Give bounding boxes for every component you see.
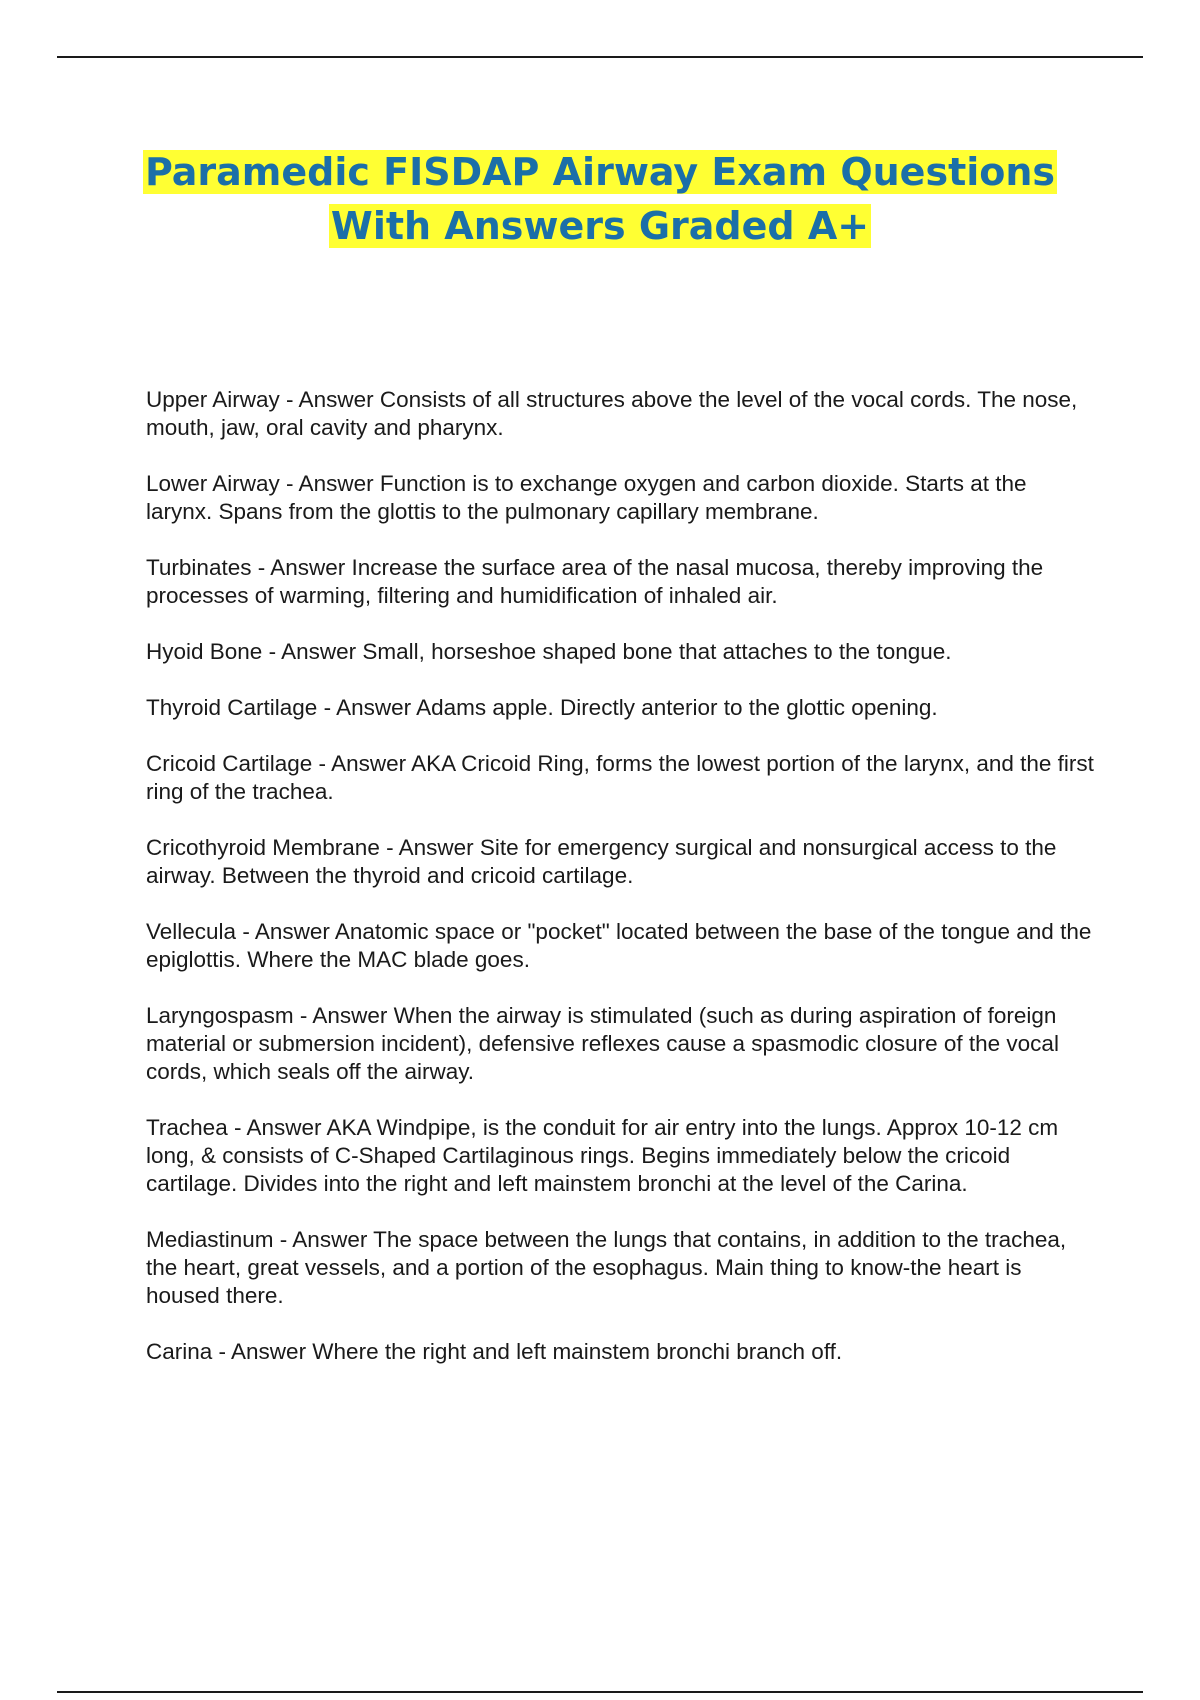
title-line-1: Paramedic FISDAP Airway Exam Questions (144, 150, 1056, 194)
qa-item-laryngospasm: Laryngospasm - Answer When the airway is stimulated (such as during aspiration of foreign material or submersion incident), defensive reflexes cause a spasmodic closure of the vocal cords, which seals off the airway. (146, 1003, 1059, 1084)
footer-rule (57, 1691, 1143, 1693)
header-rule (57, 56, 1143, 58)
qa-item-upper-airway: Upper Airway - Answer Consists of all structures above the level of the vocal cords. The nose, mouth, jaw, oral cavity and pharynx. (146, 387, 1078, 440)
qa-item-vellecula: Vellecula - Answer Anatomic space or "pocket" located between the base of the tongue and the epiglottis. Where the MAC blade goes. (146, 919, 1092, 972)
qa-item-mediastinum: Mediastinum - Answer The space between the lungs that contains, in addition to the trachea, the heart, great vessels, and a portion of the esophagus. Main thing to know-the heart is housed there. (146, 1227, 1067, 1308)
qa-item-cricoid-cartilage: Cricoid Cartilage - Answer AKA Cricoid Ring, forms the lowest portion of the larynx, and the first ring of the trachea. (146, 751, 1094, 804)
qa-item-trachea: Trachea - Answer AKA Windpipe, is the conduit for air entry into the lungs. Approx 10-12 cm long, & consists of C-Shaped Cartilaginous rings. Begins immediately below the cricoid cartilage. Divides into the right and left mainstem bronchi at the level of the Carina. (146, 1115, 1059, 1196)
qa-item-thyroid-cartilage: Thyroid Cartilage - Answer Adams apple. Directly anterior to the glottic opening. (146, 695, 938, 720)
qa-item-hyoid-bone: Hyoid Bone - Answer Small, horseshoe shaped bone that attaches to the tongue. (146, 639, 952, 664)
qa-item-cricothyroid-membrane: Cricothyroid Membrane - Answer Site for emergency surgical and nonsurgical access to the airway. Between the thyroid and cricoid cartilage. (146, 835, 1057, 888)
document-title (100, 145, 1100, 253)
qa-list (146, 386, 1096, 1394)
title-line-2: With Answers Graded A+ (330, 204, 870, 248)
qa-item-lower-airway: Lower Airway - Answer Function is to exchange oxygen and carbon dioxide. Starts at the larynx. Spans from the glottis to the pulmonary capillary membrane. (146, 471, 1027, 524)
qa-item-turbinates: Turbinates - Answer Increase the surface area of the nasal mucosa, thereby improving the processes of warming, filtering and humidification of inhaled air. (146, 555, 1044, 608)
qa-item-carina: Carina - Answer Where the right and left mainstem bronchi branch off. (146, 1339, 843, 1364)
